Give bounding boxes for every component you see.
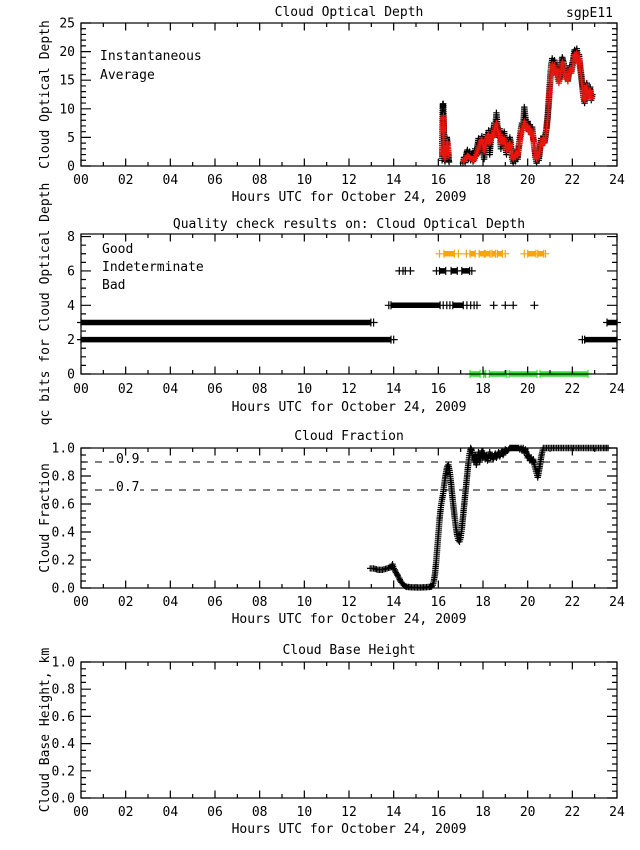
x-tick-label: 12 (341, 595, 357, 610)
panel-cloud-optical-depth (38, 5, 625, 205)
x-tick-label: 12 (341, 805, 357, 820)
legend-item-bad: Bad (102, 278, 126, 293)
y-tick-label: 20 (59, 45, 75, 61)
y-tick-label: 5 (67, 130, 75, 146)
x-tick-label: 10 (296, 805, 313, 820)
x-tick-label: 04 (162, 173, 179, 188)
x-tick-label: 02 (117, 173, 134, 188)
x-tick-label: 22 (564, 382, 581, 397)
x-tick-label: 20 (519, 173, 536, 188)
x-tick-label: 14 (385, 805, 402, 820)
x-tick-label: 08 (251, 805, 268, 820)
y-tick-label: 4 (67, 298, 75, 314)
panel-cloud-fraction (38, 429, 625, 627)
y-tick-label: 0 (67, 159, 75, 175)
x-tick-label: 04 (162, 595, 179, 610)
x-tick-label: 06 (207, 173, 223, 188)
x-tick-label: 12 (341, 173, 357, 188)
panel-title: Quality check results on: Cloud Optical Depth (172, 217, 526, 232)
y-tick-label: 15 (59, 73, 75, 89)
x-tick-label: 08 (251, 173, 268, 188)
y-tick-label: 0.8 (51, 469, 75, 485)
x-tick-label: 12 (341, 382, 357, 397)
x-tick-label: 16 (430, 382, 447, 397)
legend-item-average: Average (100, 68, 155, 83)
y-tick-label: 10 (59, 102, 75, 118)
x-tick-label: 08 (251, 595, 268, 610)
x-axis-label: Hours UTC for October 24, 2009 (231, 190, 467, 205)
x-tick-label: 02 (117, 595, 134, 610)
y-tick-label: 0.0 (51, 581, 75, 597)
x-tick-label: 00 (73, 595, 89, 610)
panel-title: Cloud Optical Depth (274, 5, 424, 20)
panel-qc-cloud-optical-depth (38, 183, 625, 426)
x-tick-label: 22 (564, 805, 581, 820)
x-tick-label: 10 (296, 382, 313, 397)
x-tick-label: 20 (519, 382, 536, 397)
axes-frame (59, 17, 625, 189)
y-tick-label: 0.2 (51, 553, 75, 569)
x-tick-label: 16 (430, 173, 447, 188)
x-tick-label: 22 (564, 595, 581, 610)
x-tick-label: 10 (296, 595, 313, 610)
x-tick-label: 14 (385, 382, 402, 397)
x-axis-label: Hours UTC for October 24, 2009 (231, 400, 467, 415)
y-tick-label: 0.2 (51, 764, 75, 780)
y-tick-label: 0.8 (51, 682, 75, 698)
station-label: sgpE11 (566, 6, 613, 21)
legend-item-good: Good (102, 242, 134, 257)
qc-series-indeterminate (436, 250, 550, 258)
x-tick-label: 02 (117, 382, 134, 397)
threshold-label: 0.9 (116, 452, 140, 467)
x-tick-label: 24 (609, 382, 625, 397)
x-tick-label: 20 (519, 595, 536, 610)
x-tick-label: 06 (207, 805, 223, 820)
x-tick-label: 02 (117, 805, 134, 820)
y-axis-label: Cloud Base Height, km (38, 647, 53, 813)
panel-cloud-base-height (38, 643, 625, 837)
x-tick-label: 04 (162, 805, 179, 820)
y-tick-label: 0.6 (51, 709, 75, 725)
x-tick-label: 24 (609, 173, 625, 188)
y-tick-label: 0.0 (51, 791, 75, 807)
legend-item-instantaneous: Instantaneous (100, 49, 202, 64)
y-axis-label: Cloud Optical Depth (38, 20, 53, 169)
x-tick-label: 24 (609, 805, 625, 820)
y-tick-label: 0.4 (51, 737, 75, 753)
y-tick-label: 1.0 (51, 441, 75, 457)
x-tick-label: 24 (609, 595, 625, 610)
series-cloud-fraction (367, 445, 611, 591)
x-tick-label: 00 (73, 805, 89, 820)
x-tick-label: 14 (385, 595, 402, 610)
x-tick-label: 00 (73, 173, 89, 188)
legend-item-indeterminate: Indeterminate (102, 260, 204, 275)
x-tick-label: 16 (430, 805, 447, 820)
qc-series-bad (77, 267, 621, 344)
x-tick-label: 00 (73, 382, 89, 397)
x-axis-label: Hours UTC for October 24, 2009 (231, 822, 467, 837)
x-tick-label: 18 (475, 805, 491, 820)
y-tick-label: 2 (67, 333, 75, 349)
y-axis-label: Cloud Fraction (38, 463, 53, 573)
panel-title: Cloud Base Height (282, 643, 416, 658)
axes-frame (52, 656, 625, 821)
x-tick-label: 22 (564, 173, 581, 188)
y-tick-label: 0.4 (51, 525, 75, 541)
x-tick-label: 16 (430, 595, 447, 610)
x-tick-label: 18 (475, 595, 491, 610)
x-tick-label: 06 (207, 382, 223, 397)
x-tick-label: 06 (207, 595, 223, 610)
x-tick-label: 20 (519, 805, 536, 820)
y-tick-label: 8 (67, 230, 75, 246)
x-tick-label: 18 (475, 173, 491, 188)
y-tick-label: 1.0 (51, 655, 75, 671)
x-tick-label: 04 (162, 382, 179, 397)
y-tick-label: 6 (67, 264, 75, 280)
y-tick-label: 25 (59, 16, 75, 32)
x-tick-label: 10 (296, 173, 313, 188)
threshold-label: 0.7 (116, 480, 140, 495)
y-tick-label: 0 (67, 367, 75, 383)
x-tick-label: 18 (475, 382, 491, 397)
y-axis-label: qc bits for Cloud Optical Depth (38, 182, 53, 426)
x-tick-label: 08 (251, 382, 268, 397)
y-tick-label: 0.6 (51, 497, 75, 513)
x-tick-label: 14 (385, 173, 402, 188)
panel-title: Cloud Fraction (294, 429, 404, 444)
x-axis-label: Hours UTC for October 24, 2009 (231, 612, 467, 627)
